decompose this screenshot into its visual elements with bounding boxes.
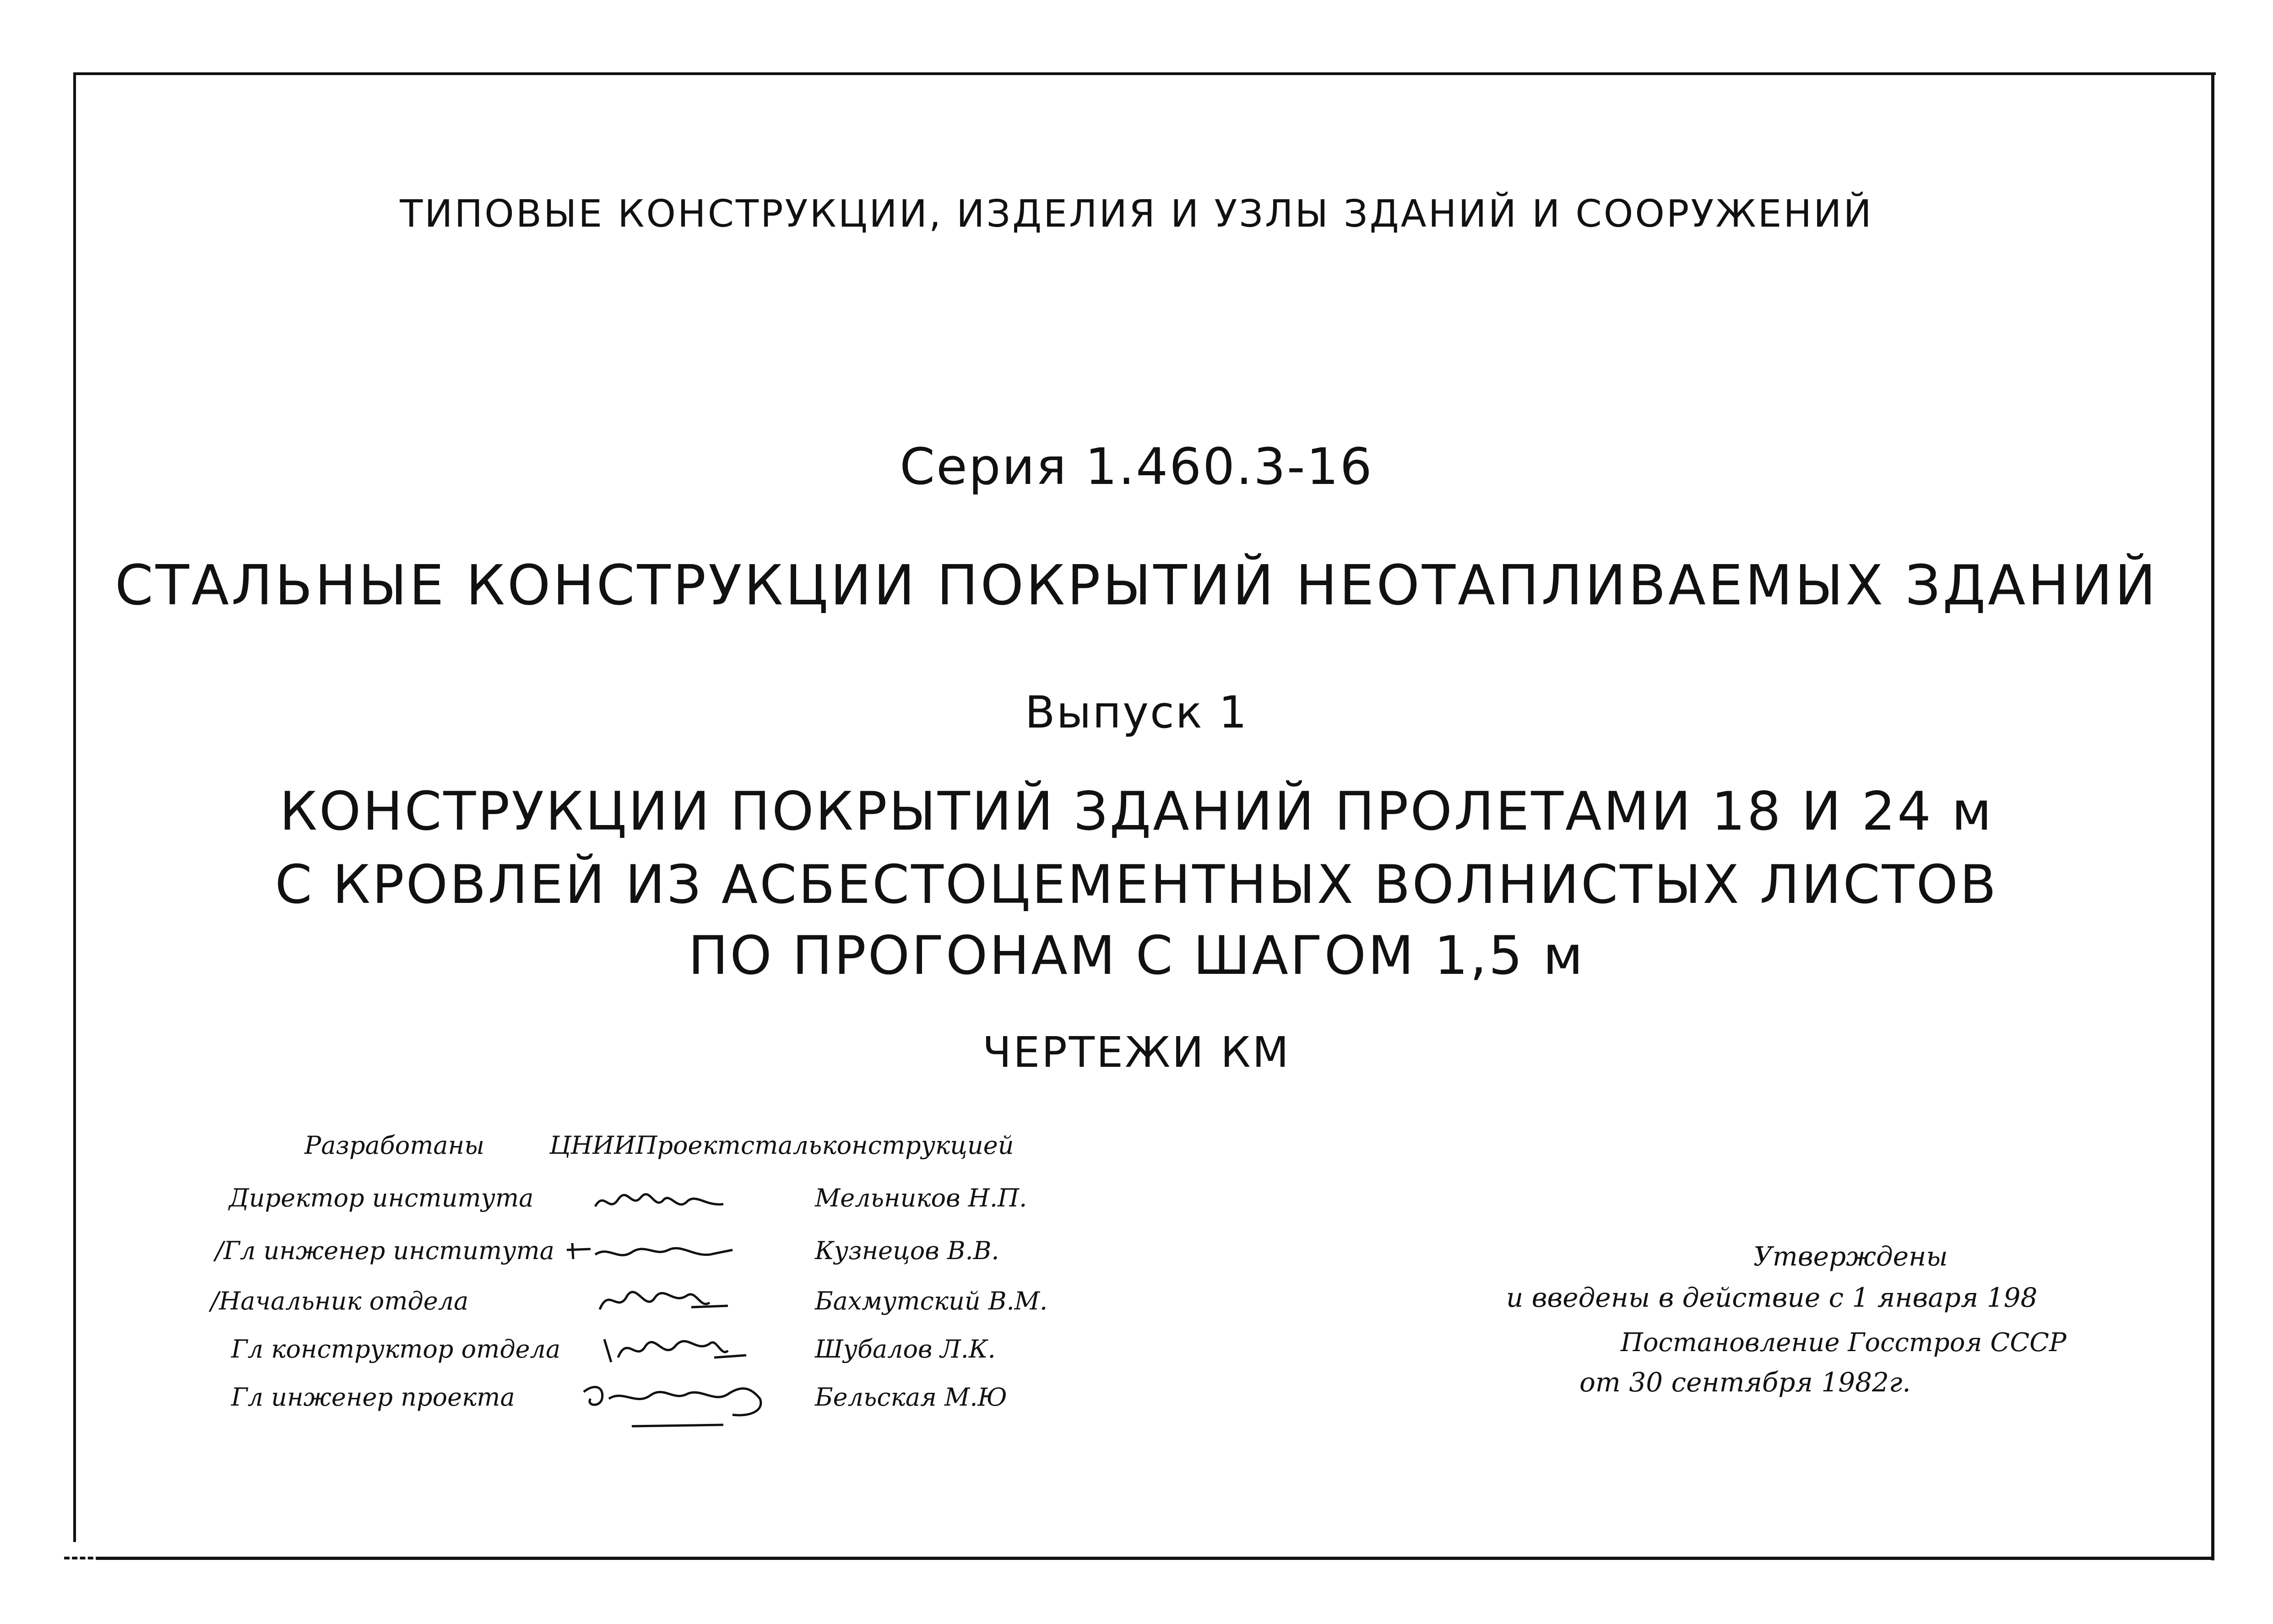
subtitle-line-2: С КРОВЛЕЙ ИЗ АСБЕСТОЦЕМЕНТНЫХ ВОЛНИСТЫХ ЛИСТОВ — [275, 854, 1998, 916]
drawings-label: ЧЕРТЕЖИ КМ — [982, 1028, 1291, 1077]
staff-name-3: Бахмутский В.М. — [815, 1287, 1048, 1315]
signature-chief-designer — [600, 1325, 751, 1371]
approval-line-1: Утверждены — [1753, 1241, 1948, 1272]
staff-role-5: Гл инженер проекта — [231, 1383, 515, 1412]
staff-role-4: Гл конструктор отдела — [231, 1335, 561, 1363]
signature-chief-engineer — [563, 1236, 737, 1268]
frame-top-border — [73, 72, 2216, 75]
series-number: Серия 1.460.3-16 — [900, 437, 1373, 496]
frame-bottom-dash — [64, 1557, 133, 1559]
frame-bottom-border — [96, 1557, 2214, 1560]
staff-name-5: Бельская М.Ю — [815, 1383, 1007, 1412]
staff-name-2: Кузнецов В.В. — [815, 1236, 999, 1265]
signature-director — [591, 1186, 728, 1218]
developed-label: Разработаны — [304, 1131, 485, 1160]
staff-role-2: /Гл инженер института — [215, 1236, 554, 1265]
signature-project-engineer — [577, 1374, 769, 1442]
document-title: СТАЛЬНЫЕ КОНСТРУКЦИИ ПОКРЫТИЙ НЕОТАПЛИВАЕМЫХ ЗДАНИЙ — [114, 554, 2159, 618]
subtitle-line-1: КОНСТРУКЦИИ ПОКРЫТИЙ ЗДАНИЙ ПРОЛЕТАМИ 18 И 24 м — [279, 781, 1994, 842]
issue-number: Выпуск 1 — [1025, 687, 1248, 738]
approval-line-3: Постановление Госстроя СССР — [1621, 1328, 2067, 1358]
collection-header: ТИПОВЫЕ КОНСТРУКЦИИ, ИЗДЕЛИЯ И УЗЛЫ ЗДАНИЙ И СООРУЖЕНИЙ — [400, 192, 1873, 236]
staff-role-3: /Начальник отдела — [211, 1287, 469, 1315]
staff-name-4: Шубалов Л.К. — [815, 1335, 996, 1363]
approval-line-4: от 30 сентября 1982г. — [1579, 1367, 1911, 1398]
signature-department-head — [595, 1277, 732, 1323]
staff-name-1: Мельников Н.П. — [815, 1184, 1027, 1212]
developer-organization: ЦНИИПроектстальконструкцией — [549, 1131, 1014, 1160]
staff-role-1: Директор института — [229, 1184, 534, 1212]
approval-line-2: и введены в действие с 1 января 198 — [1506, 1282, 2038, 1313]
subtitle-line-3: ПО ПРОГОНАМ С ШАГОМ 1,5 м — [688, 925, 1585, 987]
